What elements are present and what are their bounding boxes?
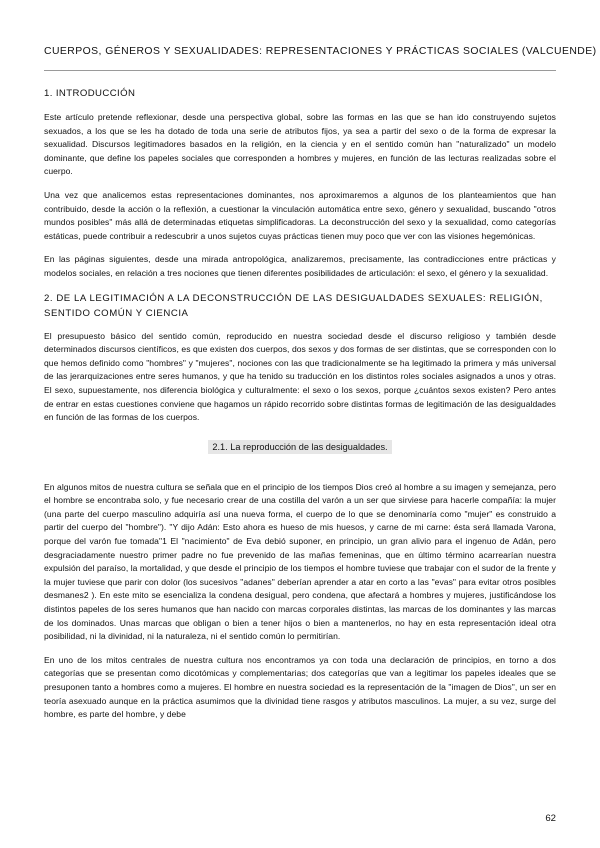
section-1-paragraph: Una vez que analicemos estas representaciones dominantes, nos aproximaremos a algunos de los planteamientos que han contribuido, desde la acción o la reflexión, a cuestionar la vinculación automática entre sexo, género y sexualidad, buscando "otros mundos posibles" más allá de determinadas etiquetas simplificadoras. La deconstrucción del sexo y la sexualidad, como categorías estáticas, puede contribuir a redescubrir a unos sujetos cuyas prácticas tienen muy poco que ver con las visiones hegemónicas. [44,189,556,241]
running-header: CUERPOS, GÉNEROS Y SEXUALIDADES: REPRESENTACIONES Y PRÁCTICAS SOCIALES (VALCUENDE) [44,46,597,57]
subsection-2-1-heading: 2.1. La reproducción de las desigualdades. [208,440,391,454]
section-1-heading: 1. INTRODUCCIÓN [44,88,136,99]
section-1-paragraph: En las páginas siguientes, desde una mirada antropológica, analizaremos, precisamente, las contradicciones entre prácticas y modelos sociales, en relación a tres nociones que tienen diferentes posibilidades de articulación: el sexo, el género y la sexualidad. [44,254,556,278]
section-2-paragraph: El presupuesto básico del sentido común, reproducido en nuestra sociedad desde el discurso religioso y también desde determinados discursos científicos, es que existen dos cuerpos, dos sexos y dos formas de ser distintas, que se corresponden con lo que hemos definido como "hombres" y "mujeres", nociones con las que tradicionalmente se ha legitimado la primera y más universal de las jerarquizaciones entre seres humanos, y que ha tenido su traducción en los distintos roles sociales asignados a unos y otras. El sexo, supuestamente, nos diferencia biológica y culturalmente: el sexo o los sexos, porque ¿cuántos sexos existen? Pero antes de entrar en estas cuestiones conviene que hagamos un rápido recorrido sobre distintas formas de legitimación de las desigualdades en función de las formas de los cuerpos. [44,330,556,423]
subsection-paragraph: En uno de los mitos centrales de nuestra cultura nos encontramos ya con toda una declaración de principios, en torno a dos categorías que se presentan como dicotómicas y complementarias; dos categorías que van a legitimar los papeles ideales que se presuponen tanto a hombres como a mujeres. El hombre en nuestra sociedad es la representación de la "imagen de Dios", un ser en teoría asexuado aunque en la práctica asumimos que la divinidad tiene rasgos y atributos masculinos. La mujer, a su vez, surge del hombre, es parte del hombre, y debe [44,654,556,720]
page-number: 62 [545,813,556,824]
header-rule [44,70,556,71]
subsection-heading-wrap [44,437,556,455]
subsection-paragraph: En algunos mitos de nuestra cultura se señala que en el principio de los tiempos Dios creó al hombre a su imagen y semejanza, pero el hombre se encontraba solo, y fue necesario crear de una costilla del varón a un ser que sirviese para hacerle compañía: la mujer (una parte del cuerpo masculino adquiría así una nueva forma, el cuerpo de lo que se denominaría como "mujer" es construido a partir del cuerpo del "hombre"). "Y dijo Adán: Esto ahora es hueso de mis huesos, y carne de mi carne: ésta será llamada Varona, porque del varón fue tomada"1 El "nacimiento" de Eva debió suponer, en principio, un gran alivio para el ingenuo de Adán, pero desgraciadamente nuestro primer padre no fue prevenido de las mañas femeninas, que en último término acarrearían nuestra expulsión del paraíso, la mortalidad, y que desde el principio de los tiempos el hombre tuviese que trabajar con el sudor de la frente y la mujer tuviese que parir con dolor (los sucesivos "adanes" deberían aprender a atar en corto a las "evas" para evitar otros posibles desmanes2 ). En este mito se esencializa la condena desigual, pero condena, que afectará a hombres y mujeres, justificándose los distintos papeles de los seres humanos que han nacido con marcas corporales distintas, las marcas de los dominantes y las marcas de los dominados. Unas marcas que obligan o bien a tener hijos o bien a mantenerlos, no hay en esta representación ideal otra posibilidad, ni la divinidad, ni la naturaleza, ni el sentido común lo permitirían. [44,481,556,642]
section-2-heading: 2. DE LA LEGITIMACIÓN A LA DECONSTRUCCIÓN DE LAS DESIGUALDADES SEXUALES: RELIGIÓN, SENTIDO COMÚN Y CIENCIA [44,292,543,319]
section-1-paragraph: Este artículo pretende reflexionar, desde una perspectiva global, sobre las formas en las que se han ido construyendo sujetos sexuados, a los que se les ha dotado de toda una serie de atributos fijos, ya sea a partir del sexo o de la forma de expresar la sexualidad. Discursos legitimadores basados en la religión, en la ciencia y en el sentido común han "naturalizado" un modelo dominante, que define los papeles sociales que corresponden a hombres y mujeres, en función de las lecturas realizadas sobre el cuerpo. [44,112,556,177]
document-page [44,0,597,732]
